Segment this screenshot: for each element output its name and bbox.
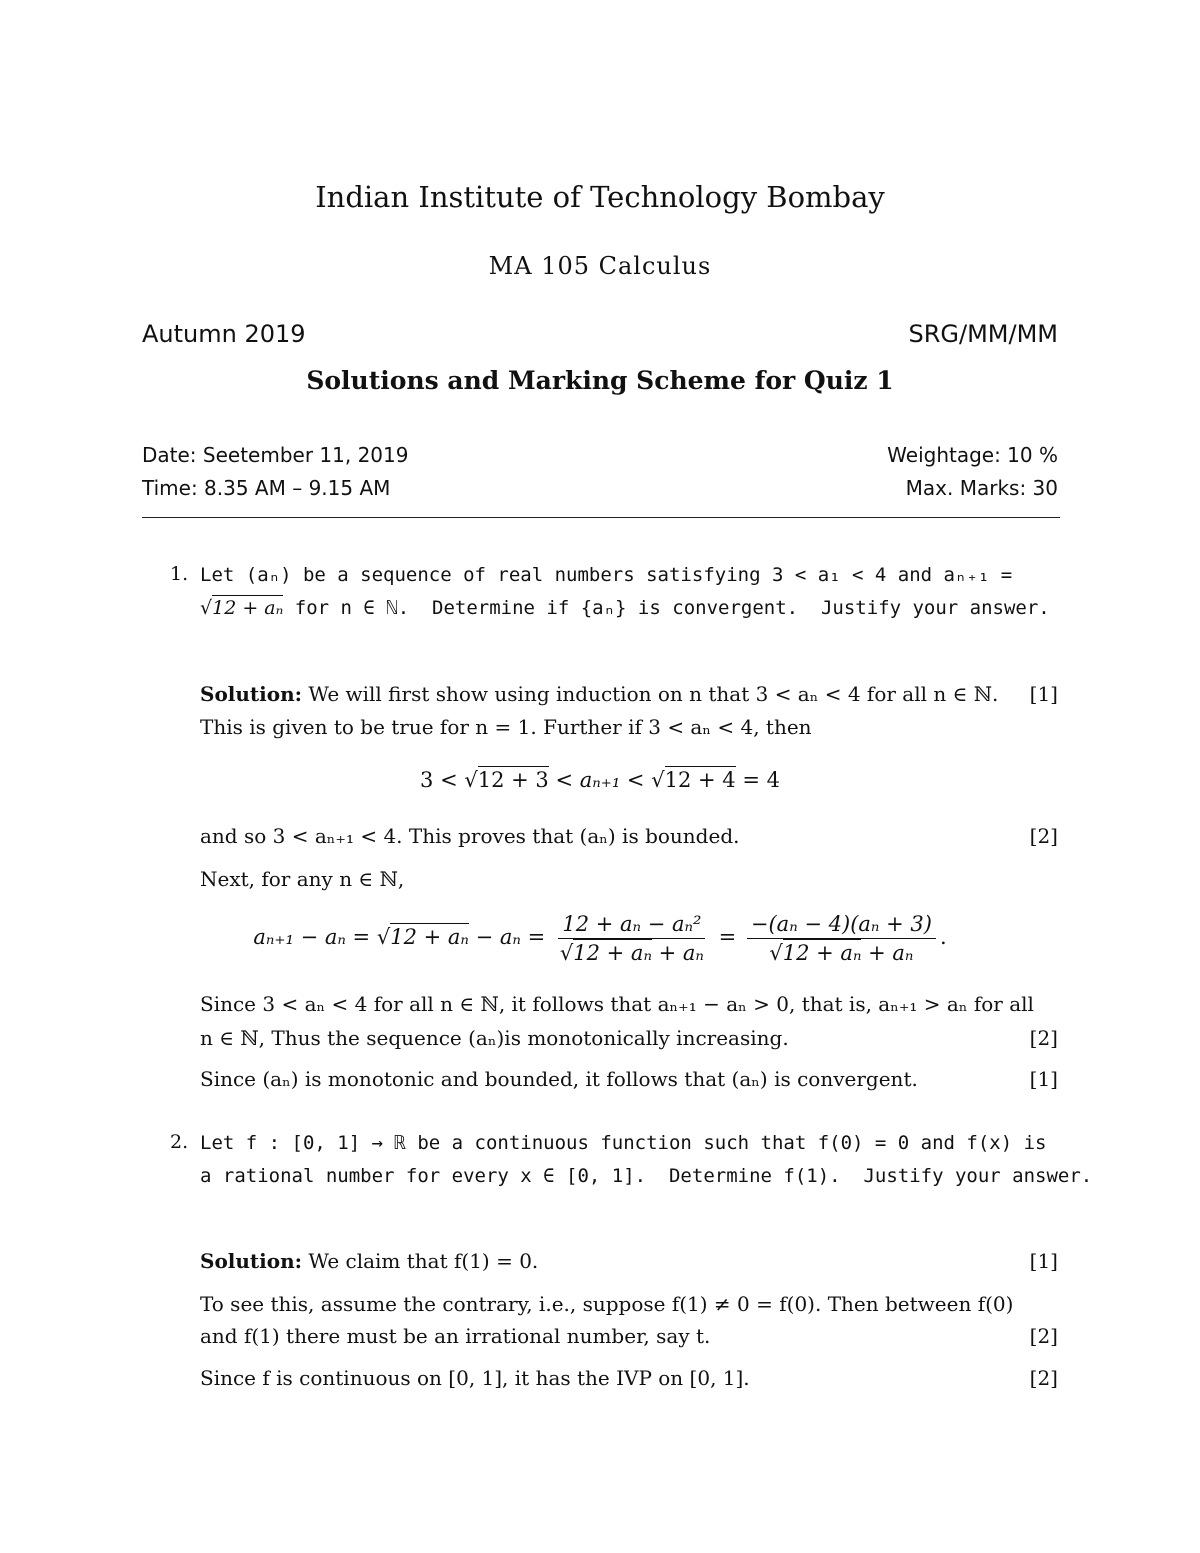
eq2-fraction-2 [747, 912, 936, 965]
q2-solution-line-1 [200, 1249, 538, 1273]
question-1-line-2: √12 + aₙ for n ∈ ℕ. Determine if {aₙ} is convergent. Justify your answer. [200, 597, 1050, 619]
q1-solution-line-6: n ∈ ℕ, Thus the sequence (aₙ)is monotonically increasing. [200, 1026, 789, 1050]
q1-mark-7: [1] [1029, 1067, 1058, 1091]
q1-solution-line-5: Since 3 < aₙ < 4 for all n ∈ ℕ, it follows that aₙ₊₁ − aₙ > 0, that is, aₙ₊₁ > aₙ for all [200, 992, 1034, 1016]
question-2-number: 2. [170, 1131, 189, 1153]
eq2-denominator-2: √12 + aₙ + aₙ [769, 941, 914, 965]
q1-mark-1: [1] [1029, 682, 1058, 706]
q1-solution-line-1 [200, 682, 998, 706]
header-divider [142, 517, 1060, 518]
weightage: Weightage: 10 % [887, 443, 1058, 467]
q1-solution-line-7: Since (aₙ) is monotonic and bounded, it follows that (aₙ) is convergent. [200, 1067, 918, 1091]
question-2-line-2: a rational number for every x ∈ [0, 1]. Determine f(1). Justify your answer. [200, 1165, 1093, 1187]
q2-solution-line-4: Since f is continuous on [0, 1], it has the IVP on [0, 1]. [200, 1366, 750, 1390]
eq2-den-radicand-1: 12 + aₙ [573, 941, 652, 965]
q1-equation-2: aₙ₊₁ − aₙ = √12 + aₙ − aₙ = $\frac{\text{12 + aₙ − aₙ²}}{\text{√12 + aₙ + aₙ}}$ = $\frac{\text{−(aₙ − 4)(aₙ + 3)}}{\text{√12 + aₙ + aₙ}}$ . [253, 912, 947, 965]
q1-mark-3: [2] [1029, 824, 1058, 848]
question-1-number: 1. [170, 563, 189, 585]
q1-solution-label: Solution: [200, 682, 303, 706]
q2-solution-line-3: and f(1) there must be an irrational number, say t. [200, 1324, 711, 1348]
eq1-part-c: = 4 [735, 768, 780, 792]
eq1-radicand-2: 12 + 4 [664, 768, 736, 792]
q1-solution-line-3: and so 3 < aₙ₊₁ < 4. This proves that (aₙ) is bounded. [200, 824, 740, 848]
q2-mark-4: [2] [1029, 1366, 1058, 1390]
question-1-radicand: 12 + aₙ [212, 597, 284, 619]
question-1-line-1: Let (aₙ) be a sequence of real numbers satisfying 3 < a₁ < 4 and aₙ₊₁ = [200, 564, 1013, 586]
q2-mark-1: [1] [1029, 1249, 1058, 1273]
eq2-numerator-1: 12 + aₙ − aₙ² [558, 912, 705, 939]
eq2-mid: − aₙ = [468, 925, 552, 949]
eq2-den-rest-2: + aₙ [861, 941, 914, 965]
document-title: Solutions and Marking Scheme for Quiz 1 [306, 366, 894, 395]
max-marks: Max. Marks: 30 [905, 476, 1058, 500]
instructors: SRG/MM/MM [908, 320, 1058, 348]
eq1-part-a: 3 < [420, 768, 465, 792]
eq2-denominator-1: √12 + aₙ + aₙ [559, 941, 704, 965]
q2-solution-line-2: To see this, assume the contrary, i.e., suppose f(1) ≠ 0 = f(0). Then between f(0) [200, 1292, 1014, 1316]
course-title: MA 105 Calculus [488, 252, 712, 280]
q1-solution-line-4: Next, for any n ∈ ℕ, [200, 867, 405, 891]
eq2-fraction-1 [556, 912, 708, 965]
institute-name: Indian Institute of Technology Bombay [315, 180, 885, 214]
eq2-equals: = [711, 925, 743, 949]
eq2-numerator-2: −(aₙ − 4)(aₙ + 3) [747, 912, 936, 939]
q1-equation-1: 3 < √12 + 3 < aₙ₊₁ < √12 + 4 = 4 [420, 768, 780, 792]
semester: Autumn 2019 [142, 320, 306, 348]
q2-solution-label: Solution: [200, 1249, 303, 1273]
q2-solution-text-1: We claim that f(1) = 0. [308, 1249, 539, 1273]
eq2-radicand: 12 + aₙ [390, 925, 469, 949]
eq2-lhs: aₙ₊₁ − aₙ = [253, 925, 377, 949]
q1-mark-6: [2] [1029, 1026, 1058, 1050]
question-1-line-2-text: for n ∈ ℕ. Determine if {aₙ} is convergent. Justify your answer. [283, 597, 1050, 619]
q1-solution-text-1: We will first show using induction on n that 3 < aₙ < 4 for all n ∈ ℕ. [308, 682, 999, 706]
exam-time: Time: 8.35 AM – 9.15 AM [142, 476, 391, 500]
q1-solution-line-2: This is given to be true for n = 1. Further if 3 < aₙ < 4, then [200, 715, 812, 739]
exam-date: Date: Seetember 11, 2019 [142, 443, 409, 467]
q2-mark-3: [2] [1029, 1324, 1058, 1348]
eq1-radicand-1: 12 + 3 [477, 768, 549, 792]
eq2-period: . [939, 925, 947, 949]
eq1-part-b: < aₙ₊₁ < [548, 768, 652, 792]
question-2-line-1: Let f : [0, 1] → ℝ be a continuous function such that f(0) = 0 and f(x) is [200, 1132, 1047, 1154]
eq2-den-rest-1: + aₙ [651, 941, 704, 965]
eq2-den-radicand-2: 12 + aₙ [782, 941, 862, 965]
